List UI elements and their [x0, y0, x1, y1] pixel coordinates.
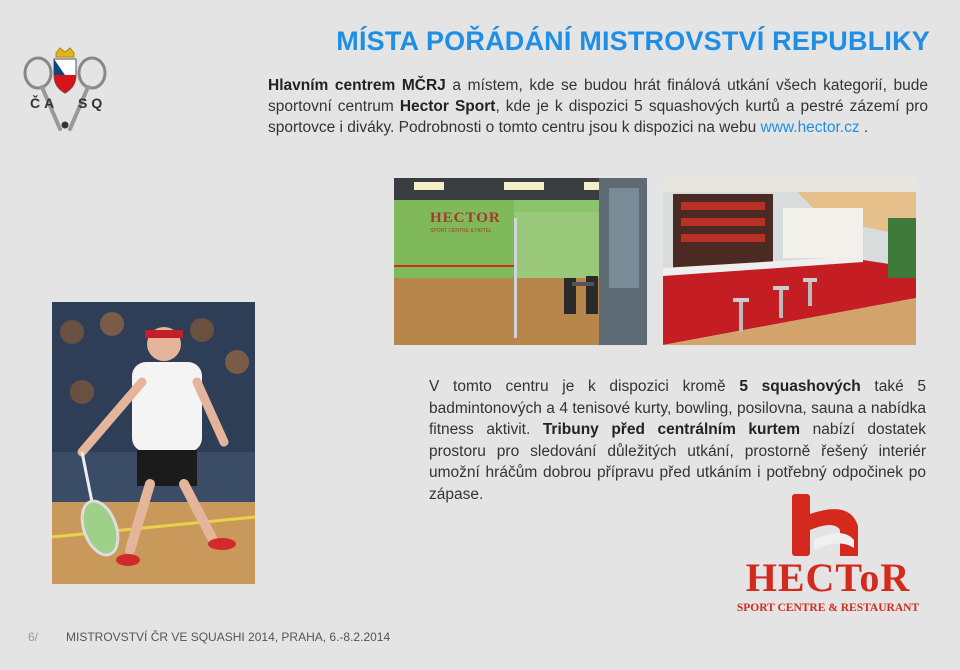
intro-text-2: , kde je k dispozici 5 squashových kurtů a pestré zázemí pro sportovce i diváky. Podrobnosti o tomto centru jsou k dispozici na webu [268, 98, 929, 136]
intro-text-3: . [859, 119, 869, 136]
body-text-3: nabízí dostatek prostoru pro sledování důležitých utkání, prostorně řešený interiér umožní hráčům dobrou přípravu před utkáním i potřebný odpočinek po zápase. [429, 421, 926, 503]
crossed-rackets-icon [20, 45, 112, 140]
body-bold-courts: 5 squashových [739, 378, 861, 395]
intro-text-1: a místem, kde se budou hrát finálová utkání všech kategorií, bude sportovní centrum [268, 77, 928, 115]
hector-logo [730, 490, 926, 622]
squash-player-photo [52, 302, 255, 584]
hector-h-emblem-icon [730, 490, 926, 560]
page-title: MÍSTA POŘÁDÁNÍ MISTROVSTVÍ REPUBLIKY [336, 26, 930, 56]
hector-name: HECToR [745, 555, 911, 600]
restaurant-bar-photo [663, 178, 916, 345]
intro-paragraph [268, 75, 928, 138]
hector-tagline: SPORT CENTRE & RESTAURANT [736, 602, 920, 614]
czech-squash-logo [20, 45, 112, 140]
body-bold-stands: Tribuny před centrálním kurtem [542, 421, 801, 438]
facilities-paragraph [429, 376, 926, 505]
body-text-1: V tomto centru je k dispozici kromě [429, 378, 740, 395]
body-text-2: také 5 badmintonových a 4 tenisové kurty, bowling, posilovna, sauna a nabídka fitness aktivit. [429, 378, 926, 438]
intro-bold-lead: Hlavním centrem MČRJ [268, 77, 446, 94]
footer-text: MISTROVSTVÍ ČR VE SQUASHI 2014, PRAHA, 6.-8.2.2014 [66, 630, 391, 644]
footer [28, 630, 390, 644]
logo-right-text: SQ [78, 95, 107, 111]
logo-left-text: ČA [30, 95, 59, 111]
court-sign-sub: SPORT CENTRE & HOTEL [430, 228, 492, 234]
intro-bold-venue: Hector Sport [399, 98, 496, 115]
page-number: 6/ [28, 630, 39, 644]
court-sign-brand: HECTOR [430, 210, 501, 226]
hector-website-link[interactable]: www.hector.cz [760, 119, 860, 136]
squash-court-photo [394, 178, 647, 345]
